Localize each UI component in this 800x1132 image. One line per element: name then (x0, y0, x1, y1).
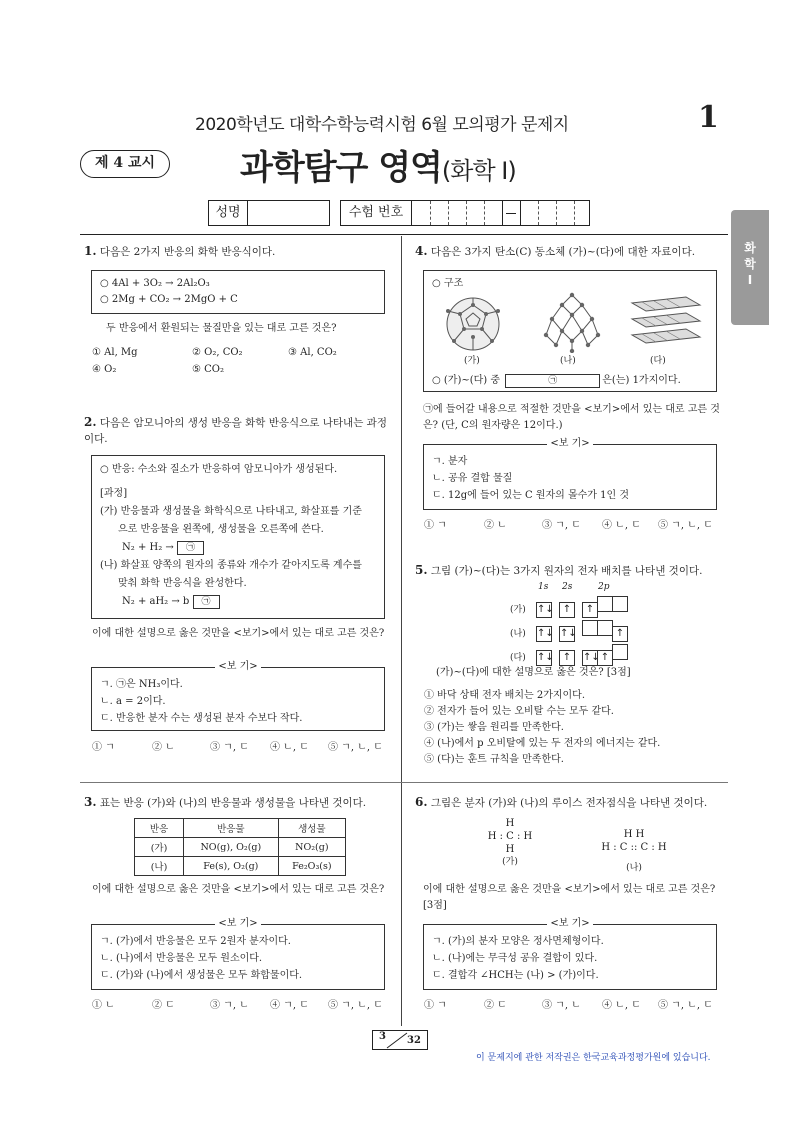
q4-choice-3[interactable]: ③ ㄱ, ㄷ (542, 520, 581, 531)
q6-question: 이에 대한 설명으로 옳은 것만을 <보기>에서 있는 대로 고른 것은? [3점] (423, 884, 716, 911)
q2-line: (나) 화살표 양쪽의 원자의 종류와 개수가 같아지도록 계수를 (100, 560, 362, 571)
q3-bogi-title: <보 기> (92, 917, 384, 931)
q4-text: 다음은 3가지 탄소(C) 동소체 (가)~(다)에 대한 자료이다. (430, 246, 696, 258)
q5-choice-1[interactable]: ① 바닥 상태 전자 배치는 2가지이다. (424, 690, 586, 701)
q5-choice-2[interactable]: ② 전자가 들어 있는 오비탈 수는 모두 같다. (424, 706, 614, 717)
q4-data-box (423, 270, 717, 392)
q4-choice-1[interactable]: ① ㄱ (424, 520, 447, 531)
orbital-cell: ↑ (559, 602, 575, 618)
q4-choice-2[interactable]: ② ㄴ (484, 520, 507, 531)
q3-choice-2[interactable]: ② ㄷ (152, 1000, 175, 1011)
q5-row-label: (가) (510, 605, 526, 615)
q5-orbital-header: 1s (538, 582, 549, 592)
q5-row-a (510, 596, 627, 618)
q6-choice-5[interactable]: ⑤ ㄱ, ㄴ, ㄷ (658, 1000, 713, 1011)
q3-td: (가) (135, 838, 184, 857)
q4-label-a: (가) (464, 356, 480, 366)
q2-bogi-title: <보 기> (92, 660, 384, 674)
q2-bogi-item: ㄷ. 반응한 분자 수는 생성된 분자 수보다 작다. (100, 713, 303, 724)
q6-bogi-item: ㄴ. (나)에는 무극성 공유 결합이 있다. (432, 953, 598, 964)
q1-choice-4[interactable]: ④ O₂ (92, 364, 117, 375)
q3-td: NO₂(g) (278, 838, 345, 857)
subject-main: 과학탐구 영역 (240, 148, 442, 188)
q1-choice-2[interactable]: ② O₂, CO₂ (192, 347, 243, 358)
q5-orbital-header: 2p (598, 582, 610, 592)
q4-choice-5[interactable]: ⑤ ㄱ, ㄴ, ㄷ (658, 520, 713, 531)
q2-stem (84, 414, 389, 447)
q3-choice-4[interactable]: ④ ㄱ, ㄷ (270, 1000, 309, 1011)
exam-number-field[interactable] (412, 201, 589, 225)
q5-row-b (510, 620, 627, 642)
page-number: 1 (698, 100, 719, 135)
q1-text: 다음은 2가지 반응의 화학 반응식이다. (99, 246, 276, 258)
q5-question: (가)~(다)에 대한 설명으로 옳은 것은? [3점] (436, 667, 631, 678)
q6-bogi (423, 918, 717, 990)
q2-choice-3[interactable]: ③ ㄱ, ㄷ (210, 742, 249, 753)
page-current: 3 (379, 1031, 386, 1042)
q6-choice-2[interactable]: ② ㄷ (484, 1000, 507, 1011)
fullerene-structure-icon (442, 295, 504, 353)
subject-sub: (화학 I) (441, 157, 516, 185)
q1-stem (84, 243, 394, 260)
q6-lewis-line: H (505, 844, 515, 855)
q3-choice-3[interactable]: ③ ㄱ, ㄴ (210, 1000, 249, 1011)
q5-choices (424, 688, 724, 768)
q3-td: (나) (135, 857, 184, 876)
q4-line-suffix: 은(는) 1가지이다. (602, 375, 681, 386)
side-tab-char: I (747, 273, 753, 287)
table-row (135, 857, 346, 876)
name-label: 성명 (209, 201, 248, 225)
q2-blank: ㉠ (193, 595, 220, 609)
orbital-cell: ↑↓ (559, 626, 575, 642)
q2-line: 으로 반응물을 왼쪽에, 생성물을 오른쪽에 쓴다. (118, 524, 324, 535)
q6-text: 그림은 분자 (가)와 (나)의 루이스 전자점식을 나타낸 것이다. (430, 797, 708, 809)
graphite-structure-icon (628, 295, 704, 349)
exam-number-box (340, 200, 590, 226)
q4-line-prefix: ○ (가)~(다) 중 (432, 375, 501, 386)
q3-td: Fe(s), O₂(g) (184, 857, 279, 876)
q3-stem (84, 794, 394, 811)
copyright-notice: 이 문제지에 관한 저작권은 한국교육과정평가원에 있습니다. (476, 1053, 711, 1063)
row-divider-1 (80, 782, 728, 783)
q2-choice-1[interactable]: ① ㄱ (92, 742, 115, 753)
q5-stem (415, 562, 730, 579)
orbital-cell (597, 596, 613, 612)
q4-label-c: (다) (650, 356, 666, 366)
q6-bogi-item: ㄷ. 결합각 ∠HCH는 (나) > (가)이다. (432, 970, 599, 981)
q5-choice-4[interactable]: ④ (나)에서 p 오비탈에 있는 두 전자의 에너지는 같다. (424, 738, 661, 749)
q3-td: NO(g), O₂(g) (184, 838, 279, 857)
q2-line: ○ 반응: 수소와 질소가 반응하여 암모니아가 생성된다. (100, 464, 338, 475)
q5-row-label: (다) (510, 653, 526, 663)
q6-stem (415, 794, 730, 811)
q5-number: 5. (415, 563, 428, 577)
q3-bogi (91, 918, 385, 990)
q2-bogi-item: ㄱ. ㉠은 NH₃이다. (100, 679, 183, 690)
q3-table (134, 818, 346, 876)
page-total: 32 (407, 1035, 421, 1046)
q3-th: 생성물 (278, 819, 345, 838)
page-indicator (372, 1030, 428, 1050)
q3-number: 3. (84, 795, 97, 809)
subject-side-tab (731, 210, 769, 325)
q5-choice-3[interactable]: ③ (가)는 쌓음 원리를 만족한다. (424, 722, 564, 733)
q6-choice-1[interactable]: ① ㄱ (424, 1000, 447, 1011)
q1-choice-1[interactable]: ① Al, Mg (92, 347, 138, 358)
q5-row-label: (나) (510, 629, 526, 639)
diamond-structure-icon (542, 291, 602, 353)
q2-line: [과정] (100, 488, 128, 499)
q2-equation-a (100, 539, 376, 557)
q4-blank: ㉠ (505, 374, 600, 388)
q4-bogi-title: <보 기> (424, 437, 716, 451)
orbital-cell: ↑↓ (536, 626, 552, 642)
name-box (208, 200, 330, 226)
side-tab-char: 학 (744, 257, 756, 271)
q3-question: 이에 대한 설명으로 옳은 것만을 <보기>에서 있는 대로 고른 것은? (92, 884, 385, 895)
exam-title: 2020학년도 대학수학능력시험 6월 모의평가 문제지 (195, 115, 569, 135)
q2-equation-b (100, 593, 376, 611)
q2-process-box (91, 455, 385, 619)
q6-bogi-title: <보 기> (424, 917, 716, 931)
q6-lewis-b (594, 828, 674, 875)
q6-lewis-line: H : C : H (487, 831, 533, 842)
q3-th: 반응 (135, 819, 184, 838)
header-rule (80, 234, 728, 235)
subject-title (240, 140, 516, 189)
q5-row-c (510, 644, 627, 666)
q6-label-a: (가) (502, 857, 518, 867)
q2-bogi (91, 661, 385, 731)
q6-choice-3[interactable]: ③ ㄱ, ㄴ (542, 1000, 581, 1011)
q2-choice-4[interactable]: ④ ㄴ, ㄷ (270, 742, 309, 753)
q3-td: Fe₂O₃(s) (278, 857, 345, 876)
q2-text: 다음은 암모니아의 생성 반응을 화학 반응식으로 나타내는 과정이다. (84, 417, 387, 445)
q2-choice-5[interactable]: ⑤ ㄱ, ㄴ, ㄷ (328, 742, 383, 753)
q1-reaction: ○ 2Mg + CO₂ → 2MgO + C (100, 294, 238, 305)
orbital-cell (612, 596, 628, 612)
q1-question: 두 반응에서 환원되는 물질만을 있는 대로 고른 것은? (106, 323, 337, 334)
q1-number: 1. (84, 244, 97, 258)
q4-bogi (423, 438, 717, 510)
q3-choice-5[interactable]: ⑤ ㄱ, ㄴ, ㄷ (328, 1000, 383, 1011)
q3-bogi-item: ㄴ. (나)에서 반응물은 모두 원소이다. (100, 953, 263, 964)
q2-line: (가) 반응물과 생성물을 화학식으로 나타내고, 화살표를 기준 (100, 506, 362, 517)
q5-choice-5[interactable]: ⑤ (다)는 훈트 규칙을 만족한다. (424, 754, 564, 765)
q6-number: 6. (415, 795, 428, 809)
orbital-cell (597, 620, 613, 636)
q1-choice-3[interactable]: ③ Al, CO₂ (288, 347, 337, 358)
q4-number: 4. (415, 244, 428, 258)
side-tab-char: 화 (744, 241, 756, 255)
name-field[interactable] (248, 201, 329, 225)
q4-bogi-item: ㄴ. 공유 결합 물질 (432, 473, 513, 484)
orbital-cell: ↑↓ (536, 650, 552, 666)
q1-reaction: ○ 4Al + 3O₂ → 2Al₂O₃ (100, 278, 210, 289)
q6-label-b: (나) (626, 863, 642, 873)
q3-th: 반응물 (184, 819, 279, 838)
q3-text: 표는 반응 (가)와 (나)의 반응물과 생성물을 나타낸 것이다. (99, 797, 367, 809)
orbital-cell: ↑ (559, 650, 575, 666)
q4-structure-label: ○ 구조 (432, 278, 464, 289)
q4-bogi-item: ㄷ. 12g에 들어 있는 C 원자의 몰수가 1인 것 (432, 490, 629, 501)
q6-lewis-line: H : C :: C : H (601, 842, 667, 853)
orbital-cell: ↑ (612, 626, 628, 642)
q4-blank-line (432, 373, 718, 389)
orbital-cell: ↑ (597, 650, 613, 666)
period-badge: 제 4 교시 (80, 150, 170, 178)
q3-bogi-item: ㄷ. (가)와 (나)에서 생성물은 모두 화합물이다. (100, 970, 303, 981)
orbital-cell (612, 644, 628, 660)
q2-question: 이에 대한 설명으로 옳은 것만을 <보기>에서 있는 대로 고른 것은? (92, 628, 385, 639)
q2-number: 2. (84, 415, 97, 429)
q2-blank: ㉠ (177, 541, 204, 555)
q6-choice-4[interactable]: ④ ㄴ, ㄷ (602, 1000, 641, 1011)
exam-number-label: 수험 번호 (341, 201, 412, 225)
q2-bogi-item: ㄴ. a = 2이다. (100, 696, 166, 707)
q4-bogi-item: ㄱ. 분자 (432, 456, 468, 467)
q4-question: ㉠에 들어갈 내용으로 적절한 것만을 <보기>에서 있는 대로 고른 것은? (단, C의 원자량은 12이다.) (423, 404, 720, 431)
orbital-cell: ↑ (582, 602, 598, 618)
q6-lewis-a (480, 817, 540, 869)
q1-choice-5[interactable]: ⑤ CO₂ (192, 364, 225, 375)
orbital-cell (582, 620, 598, 636)
q6-bogi-item: ㄱ. (가)의 분자 모양은 정사면체형이다. (432, 936, 604, 947)
q4-label-b: (나) (560, 356, 576, 366)
column-divider (401, 236, 402, 1026)
q2-line: 맞춰 화학 반응식을 완성한다. (118, 578, 247, 589)
q3-choice-1[interactable]: ① ㄴ (92, 1000, 115, 1011)
q1-reaction-box (91, 270, 385, 314)
q4-stem (415, 243, 730, 260)
q4-choice-4[interactable]: ④ ㄴ, ㄷ (602, 520, 641, 531)
q5-text: 그림 (가)~(다)는 3가지 원자의 전자 배치를 나타낸 것이다. (430, 565, 703, 577)
q2-line: N₂ + aH₂ → b (122, 596, 190, 607)
q5-orbital-diagram (510, 582, 640, 662)
q2-choice-2[interactable]: ② ㄴ (152, 742, 175, 753)
q5-orbital-header: 2s (562, 582, 573, 592)
orbital-cell: ↑↓ (536, 602, 552, 618)
q2-line: N₂ + H₂ → (122, 542, 174, 553)
q3-bogi-item: ㄱ. (가)에서 반응물은 모두 2원자 분자이다. (100, 936, 291, 947)
q6-lewis-line: H (505, 818, 515, 829)
orbital-cell: ↑↓ (582, 650, 598, 666)
table-row (135, 838, 346, 857)
table-row (135, 819, 346, 838)
q6-lewis-line: H H (623, 829, 645, 840)
